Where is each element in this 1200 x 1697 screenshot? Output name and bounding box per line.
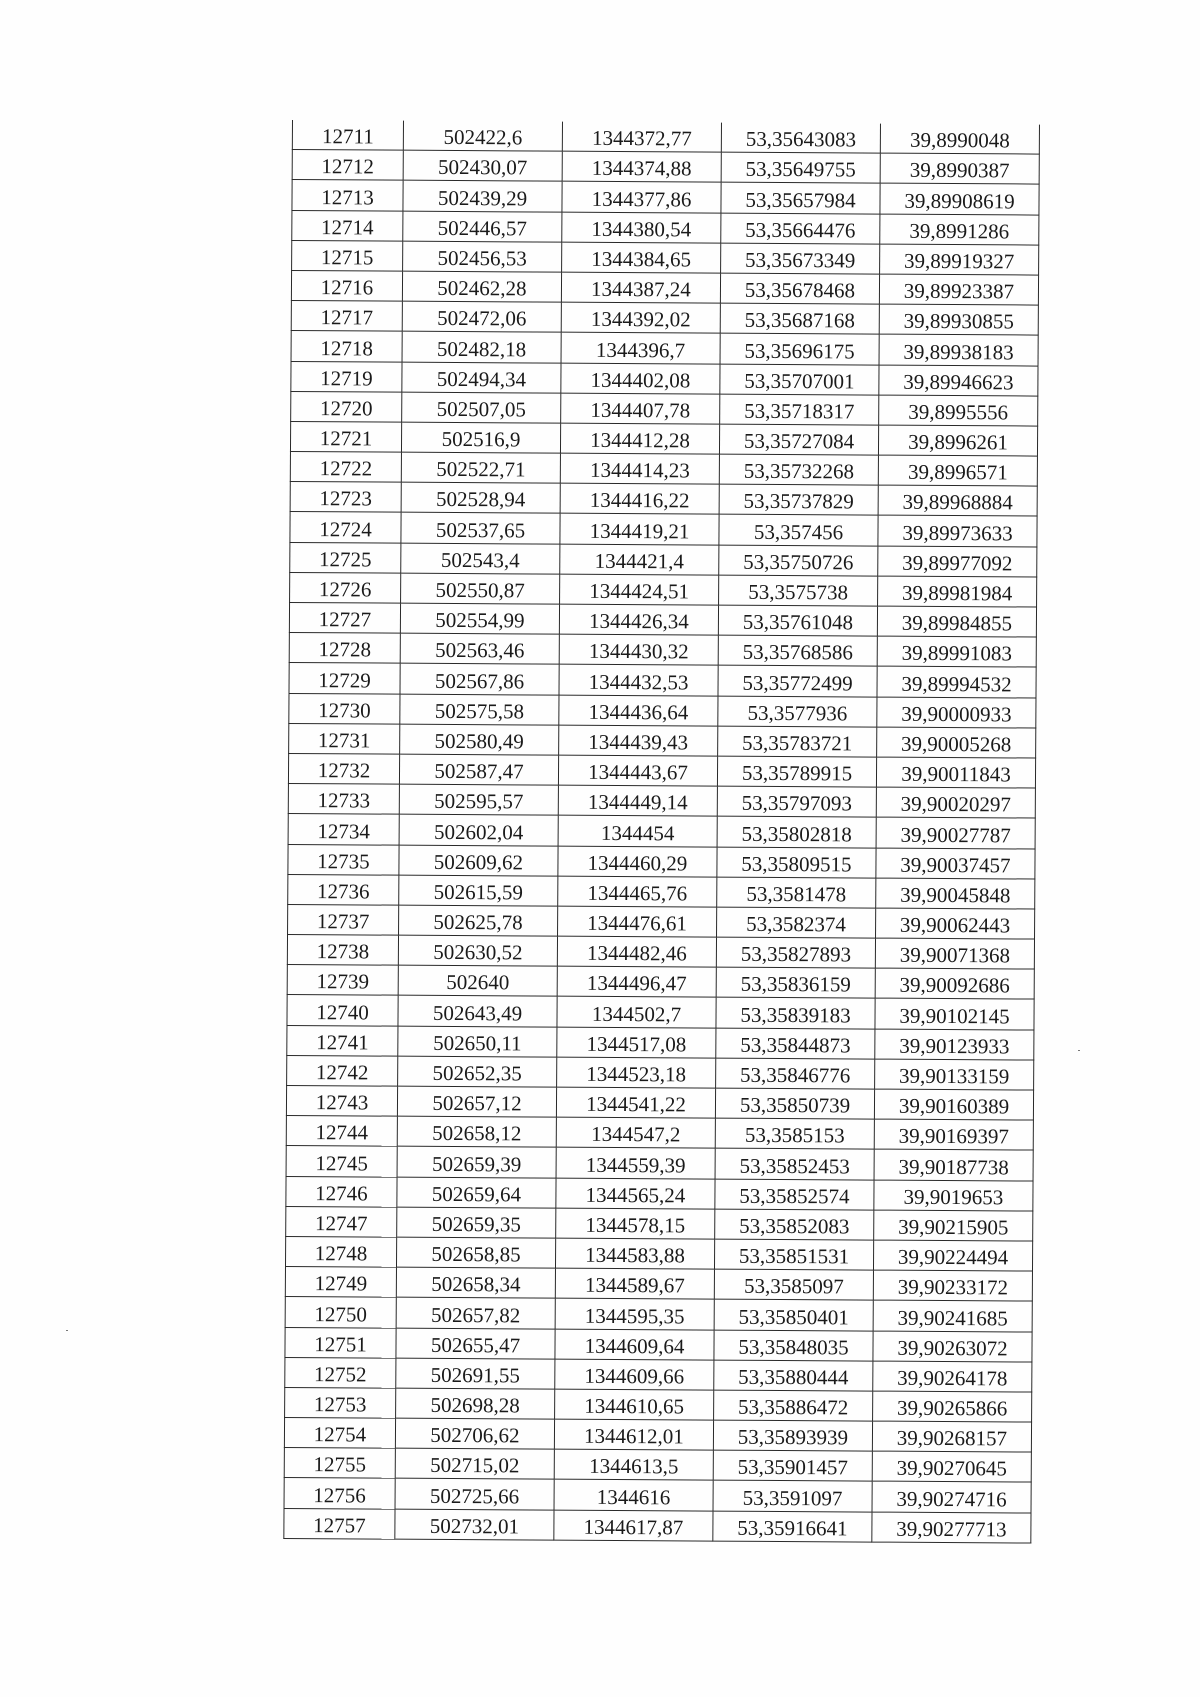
longitude-cell: 39,90133159 — [875, 1059, 1034, 1090]
y-coordinate-cell: 1344402,08 — [561, 363, 720, 394]
y-coordinate-cell: 1344372,77 — [562, 122, 721, 153]
y-coordinate-cell: 1344612,01 — [554, 1419, 713, 1450]
y-coordinate-cell: 1344424,51 — [560, 574, 719, 605]
x-coordinate-cell: 502537,65 — [401, 513, 560, 544]
latitude-cell: 53,35761048 — [718, 605, 877, 636]
latitude-cell: 53,35789915 — [717, 756, 876, 787]
y-coordinate-cell: 1344616 — [554, 1480, 713, 1511]
longitude-cell: 39,89981984 — [878, 576, 1037, 607]
table-row — [284, 1418, 1031, 1453]
y-coordinate-cell: 1344589,67 — [555, 1268, 714, 1299]
y-coordinate-cell: 1344496,47 — [557, 966, 716, 997]
y-coordinate-cell: 1344396,7 — [561, 332, 720, 363]
table-row — [286, 1116, 1033, 1151]
x-coordinate-cell: 502550,87 — [401, 573, 560, 604]
table-row — [288, 904, 1035, 939]
point-number-cell: 12734 — [288, 814, 399, 845]
point-number-cell: 12712 — [292, 150, 403, 181]
table-row — [290, 452, 1037, 487]
longitude-cell: 39,8996571 — [878, 455, 1037, 486]
y-coordinate-cell: 1344609,66 — [555, 1359, 714, 1390]
y-coordinate-cell: 1344460,29 — [558, 846, 717, 877]
table-row — [284, 1478, 1031, 1513]
y-coordinate-cell: 1344547,2 — [556, 1117, 715, 1148]
longitude-cell: 39,90264178 — [873, 1361, 1032, 1392]
point-number-cell: 12721 — [290, 421, 401, 452]
point-number-cell: 12715 — [292, 240, 403, 271]
latitude-cell: 53,35732268 — [719, 454, 878, 485]
latitude-cell: 53,3585153 — [715, 1118, 874, 1149]
y-coordinate-cell: 1344595,35 — [555, 1298, 714, 1329]
x-coordinate-cell: 502575,58 — [400, 694, 559, 725]
table-row — [284, 1508, 1031, 1543]
longitude-cell: 39,90037457 — [876, 848, 1035, 879]
latitude-cell: 53,35852453 — [715, 1148, 874, 1179]
latitude-cell: 53,35649755 — [721, 152, 880, 183]
table-row — [285, 1327, 1032, 1362]
longitude-cell: 39,90268157 — [872, 1421, 1031, 1452]
x-coordinate-cell: 502643,49 — [398, 996, 557, 1027]
point-number-cell: 12749 — [285, 1267, 396, 1298]
point-number-cell: 12745 — [286, 1146, 397, 1177]
point-number-cell: 12754 — [284, 1418, 395, 1449]
y-coordinate-cell: 1344384,65 — [562, 242, 721, 273]
latitude-cell: 53,35836159 — [716, 967, 875, 998]
table-row — [286, 1206, 1033, 1241]
point-number-cell: 12718 — [291, 331, 402, 362]
point-number-cell: 12730 — [289, 693, 400, 724]
x-coordinate-cell: 502595,57 — [399, 784, 558, 815]
x-coordinate-cell: 502516,9 — [401, 422, 560, 453]
scan-speck — [1078, 1050, 1080, 1051]
longitude-cell: 39,90160389 — [874, 1089, 1033, 1120]
x-coordinate-cell: 502698,28 — [396, 1388, 555, 1419]
y-coordinate-cell: 1344439,43 — [559, 725, 718, 756]
x-coordinate-cell: 502655,47 — [396, 1328, 555, 1359]
table-row — [288, 753, 1035, 788]
latitude-cell: 53,35687168 — [720, 303, 879, 334]
longitude-cell: 39,90274716 — [872, 1482, 1031, 1513]
table-row — [285, 1297, 1032, 1332]
x-coordinate-cell: 502658,85 — [396, 1237, 555, 1268]
point-number-cell: 12716 — [291, 270, 402, 301]
table-row — [292, 240, 1039, 275]
point-number-cell: 12751 — [285, 1327, 396, 1358]
point-number-cell: 12728 — [289, 633, 400, 664]
point-number-cell: 12726 — [290, 572, 401, 603]
table-row — [285, 1387, 1032, 1422]
x-coordinate-cell: 502732,01 — [395, 1509, 554, 1540]
x-coordinate-cell: 502456,53 — [403, 241, 562, 272]
y-coordinate-cell: 1344541,22 — [556, 1087, 715, 1118]
table-row — [289, 633, 1036, 668]
x-coordinate-cell: 502609,62 — [399, 845, 558, 876]
x-coordinate-cell: 502630,52 — [398, 935, 557, 966]
x-coordinate-cell: 502554,99 — [400, 603, 559, 634]
table-row — [292, 180, 1039, 215]
table-row — [292, 150, 1039, 185]
x-coordinate-cell: 502658,12 — [397, 1116, 556, 1147]
y-coordinate-cell: 1344454 — [558, 815, 717, 846]
x-coordinate-cell: 502446,57 — [403, 211, 562, 242]
point-number-cell: 12753 — [285, 1387, 396, 1418]
point-number-cell: 12722 — [290, 452, 401, 483]
point-number-cell: 12736 — [288, 874, 399, 905]
longitude-cell: 39,90045848 — [876, 878, 1035, 909]
latitude-cell: 53,35673349 — [721, 243, 880, 274]
latitude-cell: 53,3577936 — [718, 696, 877, 727]
longitude-cell: 39,8990048 — [880, 124, 1039, 155]
longitude-cell: 39,90265866 — [873, 1391, 1032, 1422]
y-coordinate-cell: 1344559,39 — [556, 1148, 715, 1179]
longitude-cell: 39,90102145 — [875, 999, 1034, 1030]
longitude-cell: 39,90005268 — [877, 727, 1036, 758]
latitude-cell: 53,35696175 — [720, 333, 879, 364]
y-coordinate-cell: 1344414,23 — [560, 453, 719, 484]
point-number-cell: 12732 — [288, 753, 399, 784]
point-number-cell: 12757 — [284, 1508, 395, 1539]
latitude-cell: 53,35802818 — [717, 816, 876, 847]
y-coordinate-cell: 1344416,22 — [560, 483, 719, 514]
point-number-cell: 12719 — [291, 361, 402, 392]
x-coordinate-cell: 502587,47 — [399, 754, 558, 785]
point-number-cell: 12711 — [292, 120, 403, 150]
x-coordinate-cell: 502725,66 — [395, 1479, 554, 1510]
x-coordinate-cell: 502422,6 — [403, 121, 562, 152]
coordinates-table — [283, 120, 1040, 1543]
y-coordinate-cell: 1344380,54 — [562, 212, 721, 243]
table-row — [291, 331, 1038, 366]
x-coordinate-cell: 502528,94 — [401, 482, 560, 513]
y-coordinate-cell: 1344523,18 — [557, 1057, 716, 1088]
longitude-cell: 39,8996261 — [878, 425, 1037, 456]
longitude-cell: 39,90233172 — [873, 1270, 1032, 1301]
table-row — [289, 693, 1036, 728]
longitude-cell: 39,90000933 — [877, 697, 1036, 728]
table-row — [290, 542, 1037, 577]
longitude-cell: 39,90224494 — [873, 1240, 1032, 1271]
table-row — [285, 1236, 1032, 1271]
table-row — [291, 270, 1038, 305]
latitude-cell: 53,35880444 — [714, 1360, 873, 1391]
table-row — [288, 784, 1035, 819]
table-row — [287, 995, 1034, 1030]
y-coordinate-cell: 1344412,28 — [560, 423, 719, 454]
latitude-cell: 53,35718317 — [720, 394, 879, 425]
latitude-cell: 53,35839183 — [716, 998, 875, 1029]
longitude-cell: 39,90071368 — [875, 938, 1034, 969]
latitude-cell: 53,35768586 — [718, 635, 877, 666]
longitude-cell: 39,8995556 — [879, 395, 1038, 426]
point-number-cell: 12756 — [284, 1478, 395, 1509]
x-coordinate-cell: 502494,34 — [402, 362, 561, 393]
y-coordinate-cell: 1344387,24 — [561, 272, 720, 303]
longitude-cell: 39,89994532 — [877, 666, 1036, 697]
longitude-cell: 39,90169397 — [874, 1119, 1033, 1150]
longitude-cell: 39,89977092 — [878, 546, 1037, 577]
table-row — [287, 1055, 1034, 1090]
longitude-cell: 39,9019653 — [874, 1180, 1033, 1211]
longitude-cell: 39,89938183 — [879, 334, 1038, 365]
x-coordinate-cell: 502580,49 — [400, 724, 559, 755]
longitude-cell: 39,90277713 — [872, 1512, 1031, 1543]
point-number-cell: 12717 — [291, 301, 402, 332]
x-coordinate-cell: 502482,18 — [402, 331, 561, 362]
latitude-cell: 53,3581478 — [717, 877, 876, 908]
x-coordinate-cell: 502657,82 — [396, 1297, 555, 1328]
coordinates-table-body — [284, 120, 1040, 1543]
latitude-cell: 53,35707001 — [720, 364, 879, 395]
y-coordinate-cell: 1344392,02 — [561, 302, 720, 333]
latitude-cell: 53,35737829 — [719, 484, 878, 515]
point-number-cell: 12729 — [289, 663, 400, 694]
point-number-cell: 12724 — [290, 512, 401, 543]
table-row — [289, 723, 1036, 758]
point-number-cell: 12735 — [288, 844, 399, 875]
x-coordinate-cell: 502522,71 — [401, 452, 560, 483]
x-coordinate-cell: 502543,4 — [401, 543, 560, 574]
point-number-cell: 12737 — [288, 904, 399, 935]
point-number-cell: 12743 — [286, 1085, 397, 1116]
table-row — [288, 844, 1035, 879]
table-row — [287, 935, 1034, 970]
point-number-cell: 12739 — [287, 965, 398, 996]
y-coordinate-cell: 1344436,64 — [559, 695, 718, 726]
longitude-cell: 39,90187738 — [874, 1149, 1033, 1180]
latitude-cell: 53,35848035 — [714, 1330, 873, 1361]
longitude-cell: 39,90062443 — [876, 908, 1035, 939]
latitude-cell: 53,35750726 — [719, 545, 878, 576]
point-number-cell: 12740 — [287, 995, 398, 1026]
point-number-cell: 12747 — [286, 1206, 397, 1237]
longitude-cell: 39,89930855 — [879, 304, 1038, 335]
latitude-cell: 53,3591097 — [713, 1481, 872, 1512]
longitude-cell: 39,90020297 — [876, 787, 1035, 818]
latitude-cell: 53,35783721 — [718, 726, 877, 757]
x-coordinate-cell: 502430,07 — [403, 150, 562, 181]
x-coordinate-cell: 502462,28 — [402, 271, 561, 302]
longitude-cell: 39,90215905 — [874, 1210, 1033, 1241]
y-coordinate-cell: 1344476,61 — [558, 906, 717, 937]
y-coordinate-cell: 1344449,14 — [558, 785, 717, 816]
point-number-cell: 12750 — [285, 1297, 396, 1328]
y-coordinate-cell: 1344502,7 — [557, 997, 716, 1028]
longitude-cell: 39,89991083 — [877, 636, 1036, 667]
table-row — [287, 1025, 1034, 1060]
point-number-cell: 12725 — [290, 542, 401, 573]
x-coordinate-cell: 502650,11 — [398, 1026, 557, 1057]
y-coordinate-cell: 1344377,86 — [562, 182, 721, 213]
longitude-cell: 39,89923387 — [879, 274, 1038, 305]
point-number-cell: 12731 — [289, 723, 400, 754]
table-row — [286, 1085, 1033, 1120]
table-row — [285, 1267, 1032, 1302]
table-row — [287, 965, 1034, 1000]
point-number-cell: 12752 — [285, 1357, 396, 1388]
point-number-cell: 12748 — [285, 1236, 396, 1267]
table-row — [289, 663, 1036, 698]
point-number-cell: 12723 — [290, 482, 401, 513]
longitude-cell: 39,89968884 — [878, 485, 1037, 516]
point-number-cell: 12741 — [287, 1025, 398, 1056]
x-coordinate-cell: 502658,34 — [396, 1267, 555, 1298]
y-coordinate-cell: 1344617,87 — [554, 1510, 713, 1541]
latitude-cell: 53,35678468 — [720, 273, 879, 304]
point-number-cell: 12720 — [291, 391, 402, 422]
table-row — [290, 482, 1037, 517]
table-row — [290, 421, 1037, 456]
scan-speck — [66, 1330, 68, 1331]
longitude-cell: 39,89984855 — [877, 606, 1036, 637]
longitude-cell: 39,89908619 — [880, 183, 1039, 214]
latitude-cell: 53,35901457 — [713, 1450, 872, 1481]
latitude-cell: 53,35727084 — [719, 424, 878, 455]
y-coordinate-cell: 1344465,76 — [558, 876, 717, 907]
point-number-cell: 12742 — [287, 1055, 398, 1086]
x-coordinate-cell: 502659,35 — [397, 1207, 556, 1238]
longitude-cell: 39,90011843 — [876, 757, 1035, 788]
table-row — [290, 572, 1037, 607]
y-coordinate-cell: 1344407,78 — [561, 393, 720, 424]
table-row — [288, 814, 1035, 849]
latitude-cell: 53,35846776 — [716, 1058, 875, 1089]
y-coordinate-cell: 1344374,88 — [562, 151, 721, 182]
x-coordinate-cell: 502657,12 — [397, 1086, 556, 1117]
y-coordinate-cell: 1344426,34 — [559, 604, 718, 635]
x-coordinate-cell: 502602,04 — [399, 814, 558, 845]
table-row — [286, 1146, 1033, 1181]
point-number-cell: 12755 — [284, 1448, 395, 1479]
y-coordinate-cell: 1344430,32 — [559, 634, 718, 665]
y-coordinate-cell: 1344613,5 — [554, 1449, 713, 1480]
x-coordinate-cell: 502659,64 — [397, 1177, 556, 1208]
latitude-cell: 53,35916641 — [713, 1511, 872, 1542]
point-number-cell: 12713 — [292, 180, 403, 211]
longitude-cell: 39,89946623 — [879, 365, 1038, 396]
point-number-cell: 12727 — [289, 602, 400, 633]
latitude-cell: 53,35886472 — [714, 1390, 873, 1421]
longitude-cell: 39,90027787 — [876, 817, 1035, 848]
y-coordinate-cell: 1344578,15 — [556, 1208, 715, 1239]
longitude-cell: 39,8990387 — [880, 153, 1039, 184]
table-row — [292, 120, 1039, 154]
longitude-cell: 39,89973633 — [878, 516, 1037, 547]
table-row — [289, 602, 1036, 637]
y-coordinate-cell: 1344419,21 — [560, 514, 719, 545]
latitude-cell: 53,3585097 — [714, 1269, 873, 1300]
latitude-cell: 53,35809515 — [717, 847, 876, 878]
latitude-cell: 53,35893939 — [713, 1420, 872, 1451]
table-row — [292, 210, 1039, 245]
x-coordinate-cell: 502507,05 — [402, 392, 561, 423]
latitude-cell: 53,35852083 — [715, 1209, 874, 1240]
latitude-cell: 53,35851531 — [714, 1239, 873, 1270]
longitude-cell: 39,89919327 — [880, 244, 1039, 275]
table-row — [290, 512, 1037, 547]
table-row — [291, 391, 1038, 426]
y-coordinate-cell: 1344482,46 — [557, 936, 716, 967]
latitude-cell: 53,35852574 — [715, 1179, 874, 1210]
table-row — [284, 1448, 1031, 1483]
latitude-cell: 53,35850401 — [714, 1299, 873, 1330]
x-coordinate-cell: 502625,78 — [399, 905, 558, 936]
latitude-cell: 53,357456 — [719, 515, 878, 546]
latitude-cell: 53,35844873 — [716, 1028, 875, 1059]
x-coordinate-cell: 502691,55 — [396, 1358, 555, 1389]
point-number-cell: 12746 — [286, 1176, 397, 1207]
y-coordinate-cell: 1344565,24 — [556, 1178, 715, 1209]
y-coordinate-cell: 1344443,67 — [558, 755, 717, 786]
point-number-cell: 12733 — [288, 784, 399, 815]
y-coordinate-cell: 1344583,88 — [555, 1238, 714, 1269]
latitude-cell: 53,3575738 — [719, 575, 878, 606]
table-row — [291, 301, 1038, 336]
table-row — [288, 874, 1035, 909]
x-coordinate-cell: 502640 — [398, 965, 557, 996]
latitude-cell: 53,35772499 — [718, 665, 877, 696]
x-coordinate-cell: 502472,06 — [402, 301, 561, 332]
latitude-cell: 53,35657984 — [721, 182, 880, 213]
point-number-cell: 12744 — [286, 1116, 397, 1147]
latitude-cell: 53,35643083 — [721, 123, 880, 154]
point-number-cell: 12738 — [287, 935, 398, 966]
x-coordinate-cell: 502659,39 — [397, 1147, 556, 1178]
x-coordinate-cell: 502439,29 — [403, 181, 562, 212]
table-row — [291, 361, 1038, 396]
longitude-cell: 39,90123933 — [875, 1029, 1034, 1060]
y-coordinate-cell: 1344609,64 — [555, 1329, 714, 1360]
table-row — [286, 1176, 1033, 1211]
longitude-cell: 39,90092686 — [875, 968, 1034, 999]
latitude-cell: 53,35850739 — [715, 1088, 874, 1119]
point-number-cell: 12714 — [292, 210, 403, 241]
longitude-cell: 39,90263072 — [873, 1331, 1032, 1362]
x-coordinate-cell: 502563,46 — [400, 633, 559, 664]
latitude-cell: 53,3582374 — [717, 907, 876, 938]
longitude-cell: 39,90270645 — [872, 1451, 1031, 1482]
latitude-cell: 53,35664476 — [721, 213, 880, 244]
x-coordinate-cell: 502567,86 — [400, 664, 559, 695]
y-coordinate-cell: 1344610,65 — [555, 1389, 714, 1420]
table-row — [285, 1357, 1032, 1392]
x-coordinate-cell: 502715,02 — [395, 1448, 554, 1479]
x-coordinate-cell: 502706,62 — [395, 1418, 554, 1449]
x-coordinate-cell: 502615,59 — [399, 875, 558, 906]
y-coordinate-cell: 1344432,53 — [559, 665, 718, 696]
longitude-cell: 39,90241685 — [873, 1300, 1032, 1331]
y-coordinate-cell: 1344517,08 — [557, 1027, 716, 1058]
latitude-cell: 53,35797093 — [717, 786, 876, 817]
latitude-cell: 53,35827893 — [716, 937, 875, 968]
y-coordinate-cell: 1344421,4 — [560, 544, 719, 575]
x-coordinate-cell: 502652,35 — [398, 1056, 557, 1087]
longitude-cell: 39,8991286 — [880, 214, 1039, 245]
